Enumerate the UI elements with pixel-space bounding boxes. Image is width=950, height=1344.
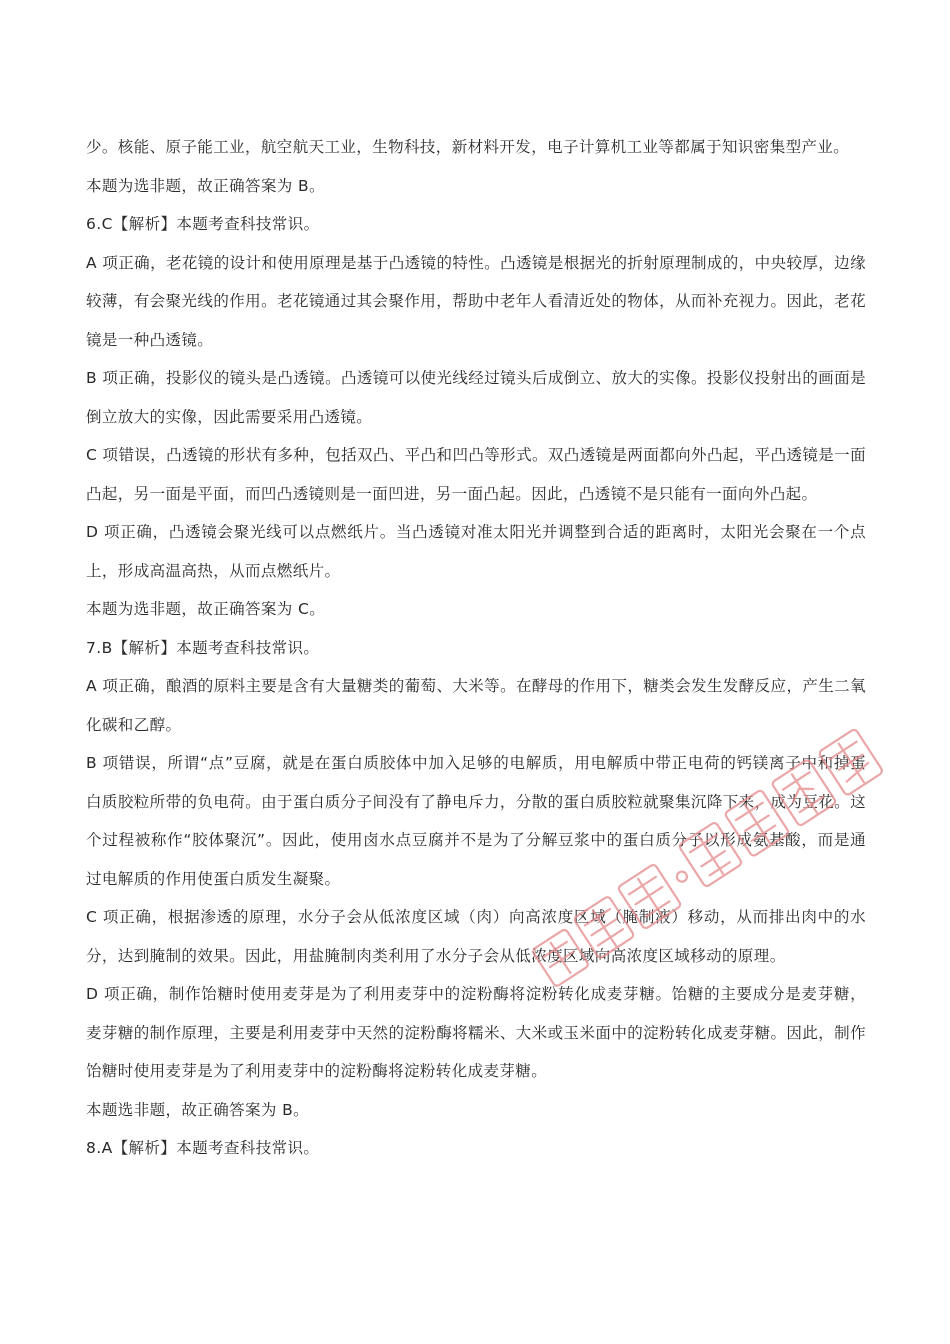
paragraph: A 项正确，老花镜的设计和使用原理是基于凸透镜的特性。凸透镜是根据光的折射原理制成的，中央较厚，边缘较薄，有会聚光线的作用。老花镜通过其会聚作用，帮助中老年人看清近处的物体，从而补充视力。因此，老花镜是一种凸透镜。 <box>86 253 866 349</box>
paragraph: 本题为选非题，故正确答案为 C。 <box>86 600 326 618</box>
question-heading: 8.A【解析】本题考查科技常识。 <box>86 1139 320 1157</box>
question-heading: 7.B【解析】本题考查科技常识。 <box>86 638 320 657</box>
paragraph: C 项正确，根据渗透的原理，水分子会从低浓度区域（肉）向高浓度区域（腌制液）移动，从而排出肉中的水分，达到腌制的效果。因此，用盐腌制肉类利用了水分子会从低浓度区域向高浓度区域移动的原理。 <box>86 908 866 965</box>
paragraph: C 项错误，凸透镜的形状有多种，包括双凸、平凸和凹凸等形式。双凸透镜是两面都向外凸起，平凸透镜是一面凸起，另一面是平面，而凹凸透镜则是一面凹进，另一面凸起。因此，凸透镜不是只能有一面向外凸起。 <box>86 446 866 503</box>
paragraph: A 项正确，酿酒的原料主要是含有大量糖类的葡萄、大米等。在酵母的作用下，糖类会发生发酵反应，产生二氧化碳和乙醇。 <box>86 677 866 734</box>
paragraph: D 项正确，制作饴糖时使用麦芽是为了利用麦芽中的淀粉酶将淀粉转化成麦芽糖。饴糖的主要成分是麦芽糖，麦芽糖的制作原理，主要是利用麦芽中天然的淀粉酶将糯米、大米或玉米面中的淀粉转化成麦芽糖。因此，制作饴糖时使用麦芽是为了利用麦芽中的淀粉酶将淀粉转化成麦芽糖。 <box>86 985 866 1080</box>
answer-explanations <box>86 128 866 1168</box>
paragraph: 本题选非题，故正确答案为 B。 <box>86 1100 310 1119</box>
question-heading: 6.C【解析】本题考查科技常识。 <box>86 215 320 233</box>
paragraph: 少。核能、原子能工业，航空航天工业，生物科技，新材料开发，电子计算机工业等都属于知识密集型产业。 <box>86 138 850 156</box>
paragraph: 本题为选非题，故正确答案为 B。 <box>86 176 325 195</box>
paragraph: B 项错误，所谓“点”豆腐，就是在蛋白质胶体中加入足够的电解质，用电解质中带正电荷的钙镁离子中和掉蛋白质胶粒所带的负电荷。由于蛋白质分子间没有了静电斥力，分散的蛋白质胶粒就聚集沉降下来，成为豆花。这个过程被称作“胶体聚沉”。因此，使用卤水点豆腐并不是为了分解豆浆中的蛋白质分子以形成氨基酸，而是通过电解质的作用使蛋白质发生凝聚。 <box>86 754 866 888</box>
paragraph: B 项正确，投影仪的镜头是凸透镜。凸透镜可以使光线经过镜头后成倒立、放大的实像。投影仪投射出的画面是倒立放大的实像，因此需要采用凸透镜。 <box>86 369 866 426</box>
paragraph: D 项正确，凸透镜会聚光线可以点燃纸片。当凸透镜对准太阳光并调整到合适的距离时，太阳光会聚在一个点上，形成高温高热，从而点燃纸片。 <box>86 523 866 580</box>
